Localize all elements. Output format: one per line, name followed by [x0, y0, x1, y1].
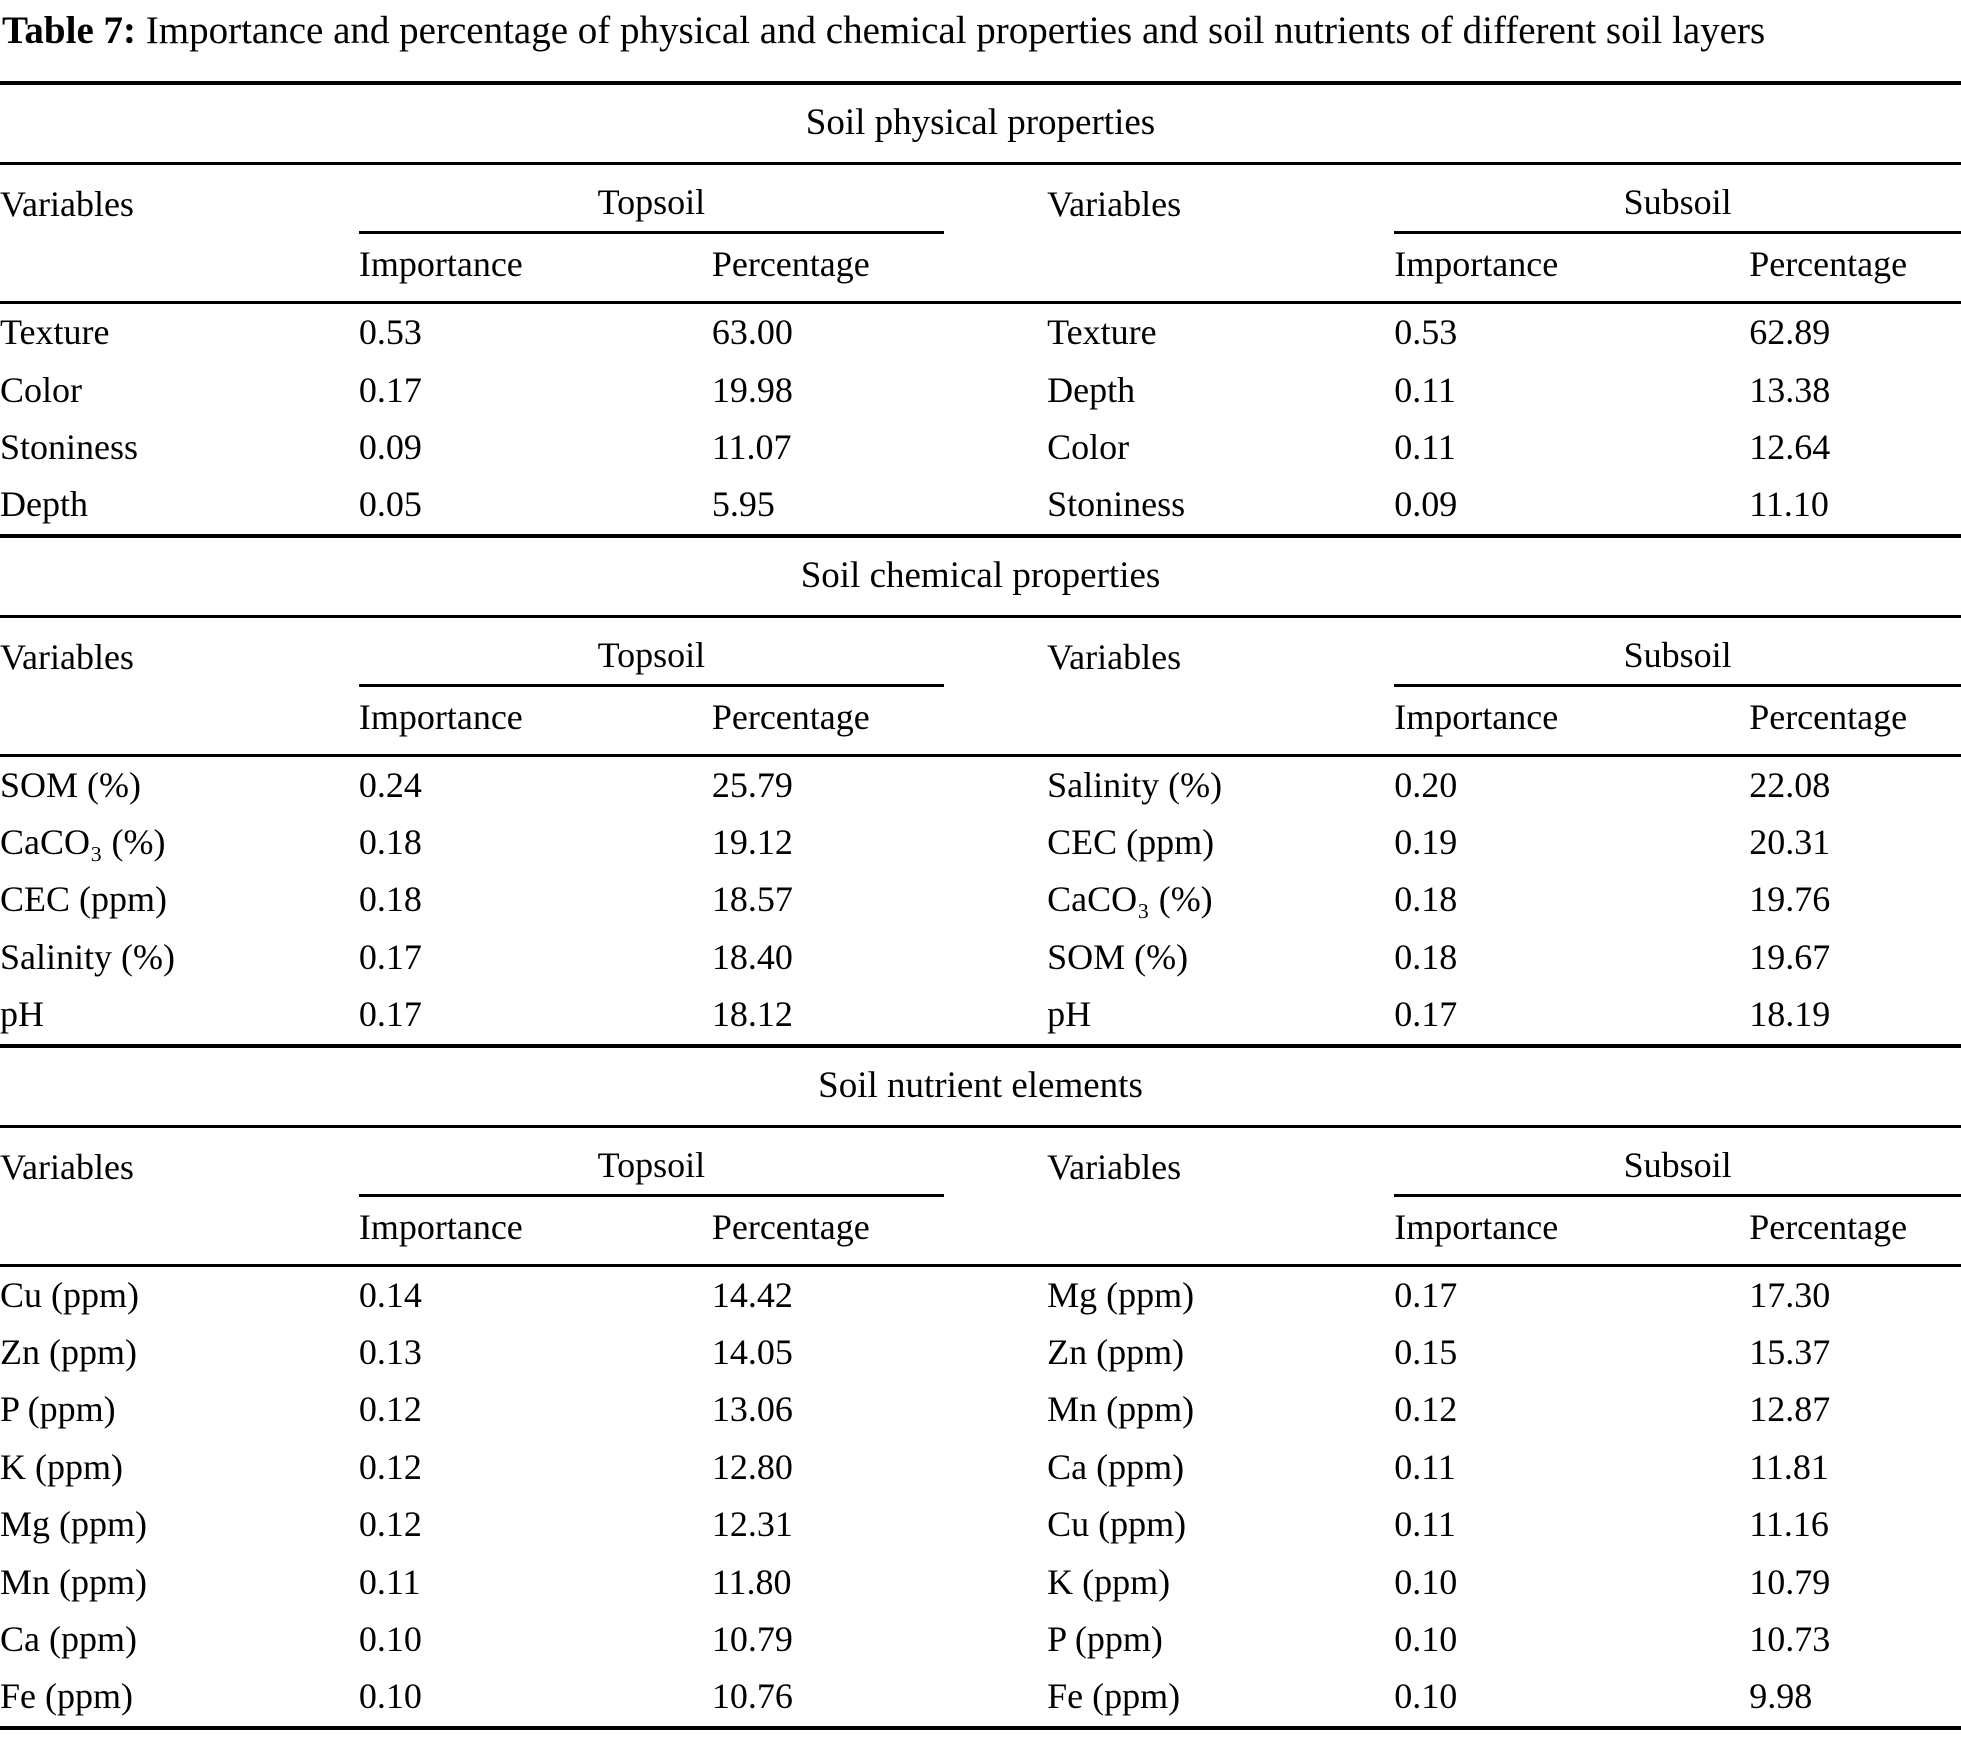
percentage-cell: 11.80	[711, 1561, 792, 1602]
importance-cell: 0.11	[358, 1561, 421, 1602]
topsoil-header: Topsoil	[359, 634, 944, 687]
importance-cell: 0.12	[1394, 1389, 1458, 1430]
table-row	[0, 362, 1961, 419]
variable-cell: CEC (ppm)	[0, 879, 167, 920]
table-row	[0, 1554, 1961, 1611]
table-row	[0, 1267, 1961, 1324]
variable-cell: SOM (%)	[1047, 936, 1189, 977]
percentage-cell: 10.76	[711, 1676, 793, 1717]
variables-header: Variables	[0, 184, 134, 225]
variable-cell: Stoniness	[1047, 484, 1186, 525]
percentage-cell: 25.79	[711, 764, 793, 805]
table-bottom-rule	[0, 1726, 1961, 1730]
variable-cell: P (ppm)	[0, 1389, 116, 1430]
importance-cell: 0.17	[358, 994, 422, 1035]
importance-cell: 0.10	[358, 1676, 422, 1717]
importance-cell: 0.10	[1394, 1676, 1458, 1717]
variable-cell: Mg (ppm)	[1047, 1274, 1195, 1315]
table-row	[0, 419, 1961, 476]
importance-cell: 0.17	[358, 936, 422, 977]
percentage-cell: 22.08	[1749, 764, 1831, 805]
importance-cell: 0.18	[1394, 879, 1458, 920]
variable-cell: Cu (ppm)	[1047, 1504, 1187, 1545]
importance-header: Importance	[1394, 1206, 1559, 1247]
importance-cell: 0.15	[1394, 1332, 1458, 1373]
importance-cell: 0.11	[1394, 1446, 1456, 1487]
group-header-row	[0, 1128, 1961, 1197]
topsoil-header: Topsoil	[359, 1144, 944, 1197]
percentage-header: Percentage	[1749, 244, 1908, 285]
percentage-cell: 19.12	[711, 822, 793, 863]
importance-header: Importance	[358, 1206, 523, 1247]
variable-cell: Fe (ppm)	[1047, 1676, 1181, 1717]
percentage-header: Percentage	[711, 1206, 870, 1247]
percentage-header: Percentage	[711, 244, 870, 285]
importance-cell: 0.13	[358, 1332, 422, 1373]
variables-header: Variables	[0, 636, 134, 677]
importance-cell: 0.10	[1394, 1561, 1458, 1602]
percentage-cell: 11.07	[711, 426, 792, 467]
variable-cell: Zn (ppm)	[1047, 1332, 1185, 1373]
table-row	[0, 757, 1961, 814]
variable-cell: Salinity (%)	[1047, 764, 1223, 805]
percentage-cell: 11.81	[1749, 1446, 1829, 1487]
percentage-cell: 11.10	[1749, 484, 1829, 525]
table-row	[0, 871, 1961, 928]
importance-cell: 0.17	[1394, 1274, 1458, 1315]
percentage-cell: 14.05	[711, 1332, 793, 1373]
importance-header: Importance	[1394, 696, 1559, 737]
variable-cell: Ca (ppm)	[0, 1618, 137, 1659]
percentage-cell: 18.57	[711, 879, 793, 920]
importance-cell: 0.18	[1394, 936, 1458, 977]
variable-cell: P (ppm)	[1047, 1618, 1163, 1659]
table-row	[0, 1611, 1961, 1668]
importance-cell: 0.09	[358, 426, 422, 467]
variable-cell: Zn (ppm)	[0, 1332, 137, 1373]
group-header-row	[0, 618, 1961, 687]
variables-header: Variables	[1047, 636, 1182, 677]
percentage-cell: 10.73	[1749, 1618, 1831, 1659]
percentage-cell: 13.06	[711, 1389, 793, 1430]
variable-cell: Texture	[0, 312, 110, 353]
section-title: Soil chemical properties	[800, 554, 1161, 596]
variable-cell: CaCO₃ (%)	[0, 822, 166, 863]
table-row	[0, 986, 1961, 1043]
table-row	[0, 476, 1961, 533]
percentage-cell: 19.67	[1749, 936, 1831, 977]
sub-header-row	[0, 234, 1961, 301]
variable-cell: Cu (ppm)	[0, 1274, 139, 1315]
importance-header: Importance	[358, 244, 523, 285]
percentage-cell: 63.00	[711, 312, 793, 353]
variable-cell: Salinity (%)	[0, 936, 175, 977]
topsoil-header: Topsoil	[359, 181, 944, 234]
table-row	[0, 814, 1961, 871]
percentage-cell: 11.16	[1749, 1504, 1829, 1545]
variable-cell: CaCO₃ (%)	[1047, 879, 1213, 920]
percentage-cell: 19.76	[1749, 879, 1831, 920]
percentage-cell: 5.95	[711, 484, 775, 525]
variables-header: Variables	[0, 1146, 134, 1187]
sub-header-row	[0, 687, 1961, 754]
percentage-cell: 9.98	[1749, 1676, 1813, 1717]
table-row	[0, 1439, 1961, 1496]
variable-cell: pH	[1047, 994, 1092, 1035]
importance-cell: 0.53	[358, 312, 422, 353]
variable-cell: Depth	[1047, 369, 1136, 410]
importance-cell: 0.12	[358, 1389, 422, 1430]
importance-cell: 0.17	[1394, 994, 1458, 1035]
importance-cell: 0.05	[358, 484, 422, 525]
importance-cell: 0.53	[1394, 312, 1458, 353]
section-title: Soil physical properties	[805, 102, 1156, 144]
table-caption	[0, 6, 1961, 55]
variable-cell: K (ppm)	[0, 1446, 123, 1487]
percentage-cell: 12.87	[1749, 1389, 1831, 1430]
subsoil-header: Subsoil	[1394, 1144, 1961, 1197]
importance-cell: 0.18	[358, 879, 422, 920]
percentage-cell: 18.12	[711, 994, 793, 1035]
percentage-cell: 18.19	[1749, 994, 1831, 1035]
importance-cell: 0.11	[1394, 1504, 1456, 1545]
variable-cell: Fe (ppm)	[0, 1676, 133, 1717]
variable-cell: Color	[1047, 426, 1130, 467]
percentage-cell: 18.40	[711, 936, 793, 977]
variables-header: Variables	[1047, 1146, 1182, 1187]
importance-cell: 0.12	[358, 1504, 422, 1545]
variable-cell: CEC (ppm)	[1047, 822, 1215, 863]
importance-cell: 0.11	[1394, 369, 1456, 410]
percentage-cell: 13.38	[1749, 369, 1831, 410]
percentage-cell: 20.31	[1749, 822, 1831, 863]
importance-cell: 0.09	[1394, 484, 1458, 525]
variable-cell: pH	[0, 994, 44, 1035]
percentage-cell: 62.89	[1749, 312, 1831, 353]
table-number: Table 7:	[2, 9, 137, 52]
table-row	[0, 1668, 1961, 1725]
percentage-cell: 12.80	[711, 1446, 793, 1487]
importance-cell: 0.10	[1394, 1618, 1458, 1659]
variable-cell: Ca (ppm)	[1047, 1446, 1185, 1487]
percentage-cell: 17.30	[1749, 1274, 1831, 1315]
section-title: Soil nutrient elements	[818, 1064, 1143, 1106]
importance-cell: 0.17	[358, 369, 422, 410]
importance-cell: 0.20	[1394, 764, 1458, 805]
percentage-header: Percentage	[1749, 1206, 1908, 1247]
table-row	[0, 1381, 1961, 1438]
subsoil-header: Subsoil	[1394, 181, 1961, 234]
variable-cell: Texture	[1047, 312, 1157, 353]
importance-header: Importance	[1394, 244, 1559, 285]
variable-cell: Mn (ppm)	[1047, 1389, 1195, 1430]
percentage-cell: 14.42	[711, 1274, 793, 1315]
table-row	[0, 304, 1961, 361]
group-header-row	[0, 165, 1961, 234]
percentage-cell: 19.98	[711, 369, 793, 410]
percentage-cell: 12.64	[1749, 426, 1831, 467]
importance-cell: 0.18	[358, 822, 422, 863]
variable-cell: Depth	[0, 484, 88, 525]
variable-cell: SOM (%)	[0, 764, 141, 805]
percentage-cell: 12.31	[711, 1504, 793, 1545]
subsoil-header: Subsoil	[1394, 634, 1961, 687]
importance-cell: 0.14	[358, 1274, 422, 1315]
table-row	[0, 1324, 1961, 1381]
variable-cell: Stoniness	[0, 426, 139, 467]
table-row	[0, 1496, 1961, 1553]
importance-cell: 0.24	[358, 764, 422, 805]
importance-cell: 0.11	[1394, 426, 1456, 467]
table-row	[0, 929, 1961, 986]
variable-cell: Mg (ppm)	[0, 1504, 147, 1545]
sub-header-row	[0, 1197, 1961, 1264]
variables-header: Variables	[1047, 184, 1182, 225]
percentage-header: Percentage	[711, 696, 870, 737]
importance-cell: 0.19	[1394, 822, 1458, 863]
importance-cell: 0.12	[358, 1446, 422, 1487]
percentage-cell: 10.79	[1749, 1561, 1831, 1602]
variable-cell: K (ppm)	[1047, 1561, 1171, 1602]
variable-cell: Mn (ppm)	[0, 1561, 147, 1602]
percentage-cell: 10.79	[711, 1618, 793, 1659]
section-soil-physical-properties	[0, 85, 1961, 538]
variable-cell: Color	[0, 369, 83, 410]
percentage-cell: 15.37	[1749, 1332, 1831, 1373]
section-soil-nutrient-elements	[0, 1048, 1961, 1730]
importance-cell: 0.10	[358, 1618, 422, 1659]
caption-text: Importance and percentage of physical and chemical properties and soil nutrients of different soil layers	[136, 9, 1766, 52]
percentage-header: Percentage	[1749, 696, 1908, 737]
section-soil-chemical-properties	[0, 538, 1961, 1048]
importance-header: Importance	[358, 696, 523, 737]
